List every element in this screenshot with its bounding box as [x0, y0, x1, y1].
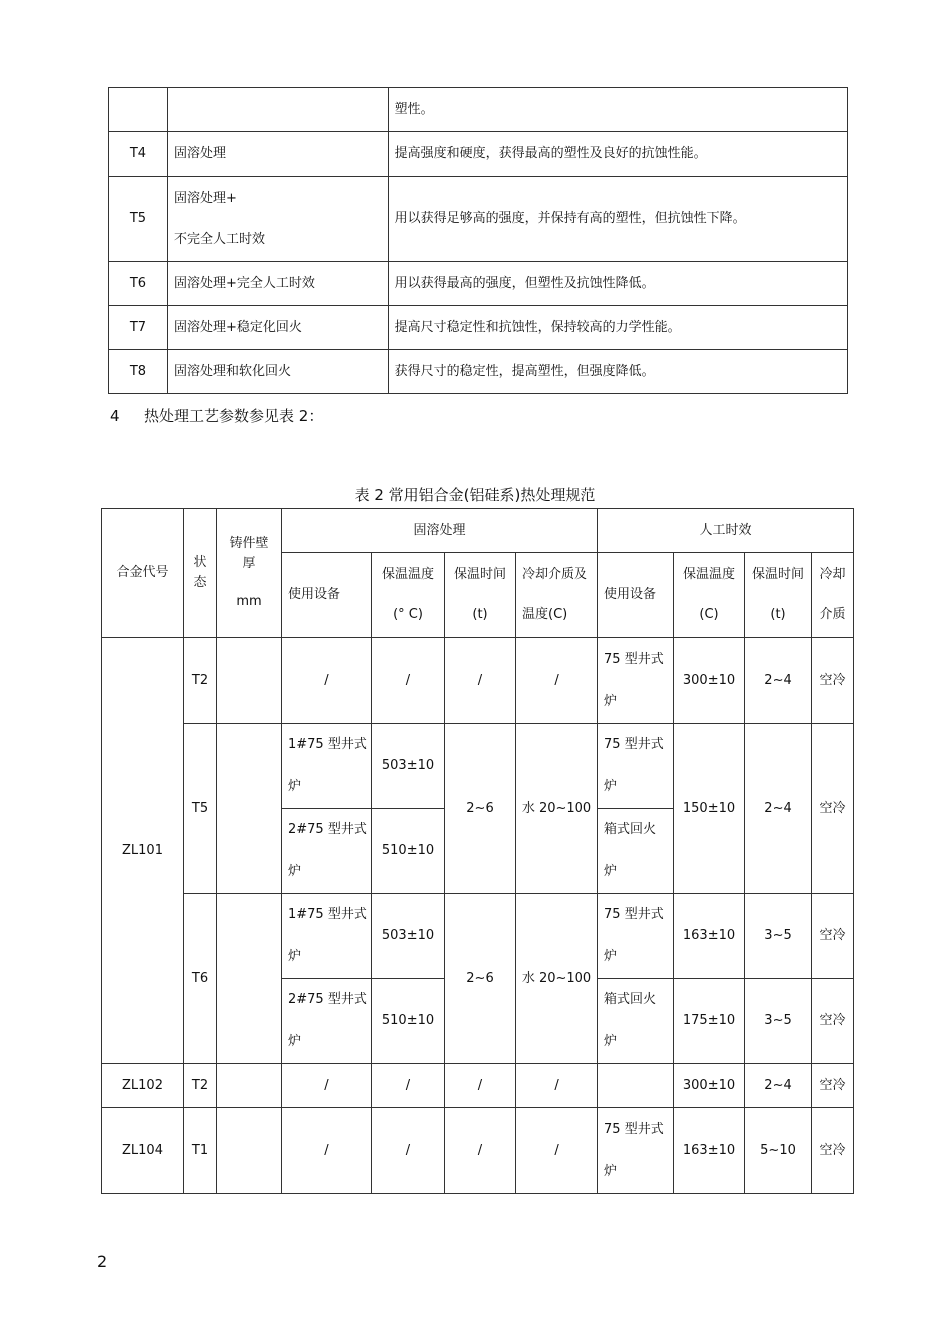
state-cell: T2: [184, 638, 217, 724]
thickness-cell: [217, 638, 282, 724]
state-cell: T2: [184, 1064, 217, 1108]
header-equip: 使用设备: [282, 553, 372, 638]
equip-cell: /: [282, 1064, 372, 1108]
header-aging-temp: 保温温度 (C): [674, 553, 745, 638]
temper-purpose: 提高尺寸稳定性和抗蚀性，保持较高的力学性能。: [388, 306, 847, 350]
aging-time-cell: 2~4: [745, 638, 812, 724]
temp-cell: 503±10: [372, 724, 445, 809]
aging-equip-cell: [598, 1064, 674, 1108]
equip-cell: /: [282, 638, 372, 724]
header-aging-equip: 使用设备: [598, 553, 674, 638]
temp-cell: 510±10: [372, 979, 445, 1064]
table-row: [109, 306, 848, 350]
table-row: [102, 894, 854, 979]
header-state: 状 态: [184, 509, 217, 638]
thickness-cell: [217, 1064, 282, 1108]
temper-purpose: 用以获得足够高的强度，并保持有高的塑性，但抗蚀性下降。: [388, 177, 847, 262]
time-cell: 2~6: [445, 724, 516, 894]
aging-temp-cell: 163±10: [674, 1108, 745, 1194]
header-row: [102, 509, 854, 553]
time-cell: /: [445, 638, 516, 724]
equip-cell: 1#75 型井式 炉: [282, 724, 372, 809]
table-row: [109, 88, 848, 132]
table-row: [109, 177, 848, 262]
table-row: [102, 1064, 854, 1108]
table-row: [102, 724, 854, 809]
thickness-cell: [217, 724, 282, 894]
aging-time-cell: 5~10: [745, 1108, 812, 1194]
table-row: [109, 262, 848, 306]
equip-cell: 1#75 型井式 炉: [282, 894, 372, 979]
aging-cooling-cell: 空冷: [812, 1108, 854, 1194]
temp-cell: /: [372, 1064, 445, 1108]
aging-cooling-cell: 空冷: [812, 638, 854, 724]
time-cell: 2~6: [445, 894, 516, 1064]
state-cell: T5: [184, 724, 217, 894]
aging-cooling-cell: 空冷: [812, 894, 854, 979]
header-aging-cooling: 冷却 介质: [812, 553, 854, 638]
temper-code: T6: [109, 262, 168, 306]
table-row: [102, 1108, 854, 1194]
equip-cell: /: [282, 1108, 372, 1194]
temper-process: 固溶处理+完全人工时效: [167, 262, 388, 306]
cooling-cell: /: [516, 1064, 598, 1108]
temper-code: T8: [109, 350, 168, 394]
temper-purpose: 提高强度和硬度，获得最高的塑性及良好的抗蚀性能。: [388, 132, 847, 177]
table-row: [102, 638, 854, 724]
aging-time-cell: 2~4: [745, 1064, 812, 1108]
thickness-unit: mm: [236, 594, 262, 609]
temp-cell: /: [372, 1108, 445, 1194]
section-number: 4: [110, 407, 120, 425]
alloy-code: ZL104: [102, 1108, 184, 1194]
temper-process: [167, 88, 388, 132]
header-alloy: 合金代号: [102, 509, 184, 638]
aging-equip-cell: 箱式回火 炉: [598, 979, 674, 1064]
process-line: 不完全人工时效: [173, 232, 265, 247]
state-cell: T6: [184, 894, 217, 1064]
table-caption: 表 2 常用铝合金(铝硅系)热处理规范: [354, 486, 596, 504]
aging-equip-cell: 75 型井式 炉: [598, 638, 674, 724]
aging-temp-cell: 175±10: [674, 979, 745, 1064]
header-aging-time: 保温时间 (t): [745, 553, 812, 638]
page-number: 2: [97, 1252, 108, 1271]
process-line: 固溶处理+: [173, 191, 237, 206]
temper-code: T7: [109, 306, 168, 350]
aging-temp-cell: 300±10: [674, 1064, 745, 1108]
temp-cell: /: [372, 638, 445, 724]
thickness-cell: [217, 1108, 282, 1194]
header-cooling: 冷却介质及 温度(C): [516, 553, 598, 638]
state-cell: T1: [184, 1108, 217, 1194]
cooling-cell: 水 20~100: [516, 894, 598, 1064]
aging-equip-cell: 箱式回火 炉: [598, 809, 674, 894]
table-row: [109, 132, 848, 177]
temper-purpose: 用以获得最高的强度，但塑性及抗蚀性降低。: [388, 262, 847, 306]
aging-equip-cell: 75 型井式 炉: [598, 724, 674, 809]
temper-code: T4: [109, 132, 168, 177]
aging-equip-cell: 75 型井式 炉: [598, 1108, 674, 1194]
aging-temp-cell: 150±10: [674, 724, 745, 894]
temper-purpose: 获得尺寸的稳定性，提高塑性，但强度降低。: [388, 350, 847, 394]
aging-temp-cell: 163±10: [674, 894, 745, 979]
cooling-cell: /: [516, 638, 598, 724]
temper-table: [108, 87, 848, 394]
aging-cooling-cell: 空冷: [812, 979, 854, 1064]
section-paragraph: [110, 405, 323, 426]
cooling-cell: /: [516, 1108, 598, 1194]
aging-time-cell: 2~4: [745, 724, 812, 894]
temper-code: [109, 88, 168, 132]
temper-process: 固溶处理+稳定化回火: [167, 306, 388, 350]
table-row: [109, 350, 848, 394]
thickness-cell: [217, 894, 282, 1064]
header-aging: 人工时效: [598, 509, 854, 553]
heat-treatment-table: [101, 508, 854, 1194]
section-text: 热处理工艺参数参见表 2：: [144, 407, 324, 425]
aging-cooling-cell: 空冷: [812, 724, 854, 894]
header-temp: 保温温度 (° C): [372, 553, 445, 638]
time-cell: /: [445, 1108, 516, 1194]
temper-purpose: 塑性。: [388, 88, 847, 132]
temp-cell: 510±10: [372, 809, 445, 894]
header-time: 保温时间 (t): [445, 553, 516, 638]
temper-process: 固溶处理: [167, 132, 388, 177]
equip-cell: 2#75 型井式 炉: [282, 809, 372, 894]
aging-cooling-cell: 空冷: [812, 1064, 854, 1108]
aging-equip-cell: 75 型井式 炉: [598, 894, 674, 979]
time-cell: /: [445, 1064, 516, 1108]
aging-temp-cell: 300±10: [674, 638, 745, 724]
alloy-code: ZL102: [102, 1064, 184, 1108]
aging-time-cell: 3~5: [745, 894, 812, 979]
temper-process: [167, 177, 388, 262]
cooling-cell: 水 20~100: [516, 724, 598, 894]
alloy-code: ZL101: [102, 638, 184, 1064]
temper-code: T5: [109, 177, 168, 262]
aging-time-cell: 3~5: [745, 979, 812, 1064]
header-thickness: 铸件壁 厚 mm: [217, 509, 282, 638]
equip-cell: 2#75 型井式 炉: [282, 979, 372, 1064]
temp-cell: 503±10: [372, 894, 445, 979]
temper-process: 固溶处理和软化回火: [167, 350, 388, 394]
header-solution: 固溶处理: [282, 509, 598, 553]
